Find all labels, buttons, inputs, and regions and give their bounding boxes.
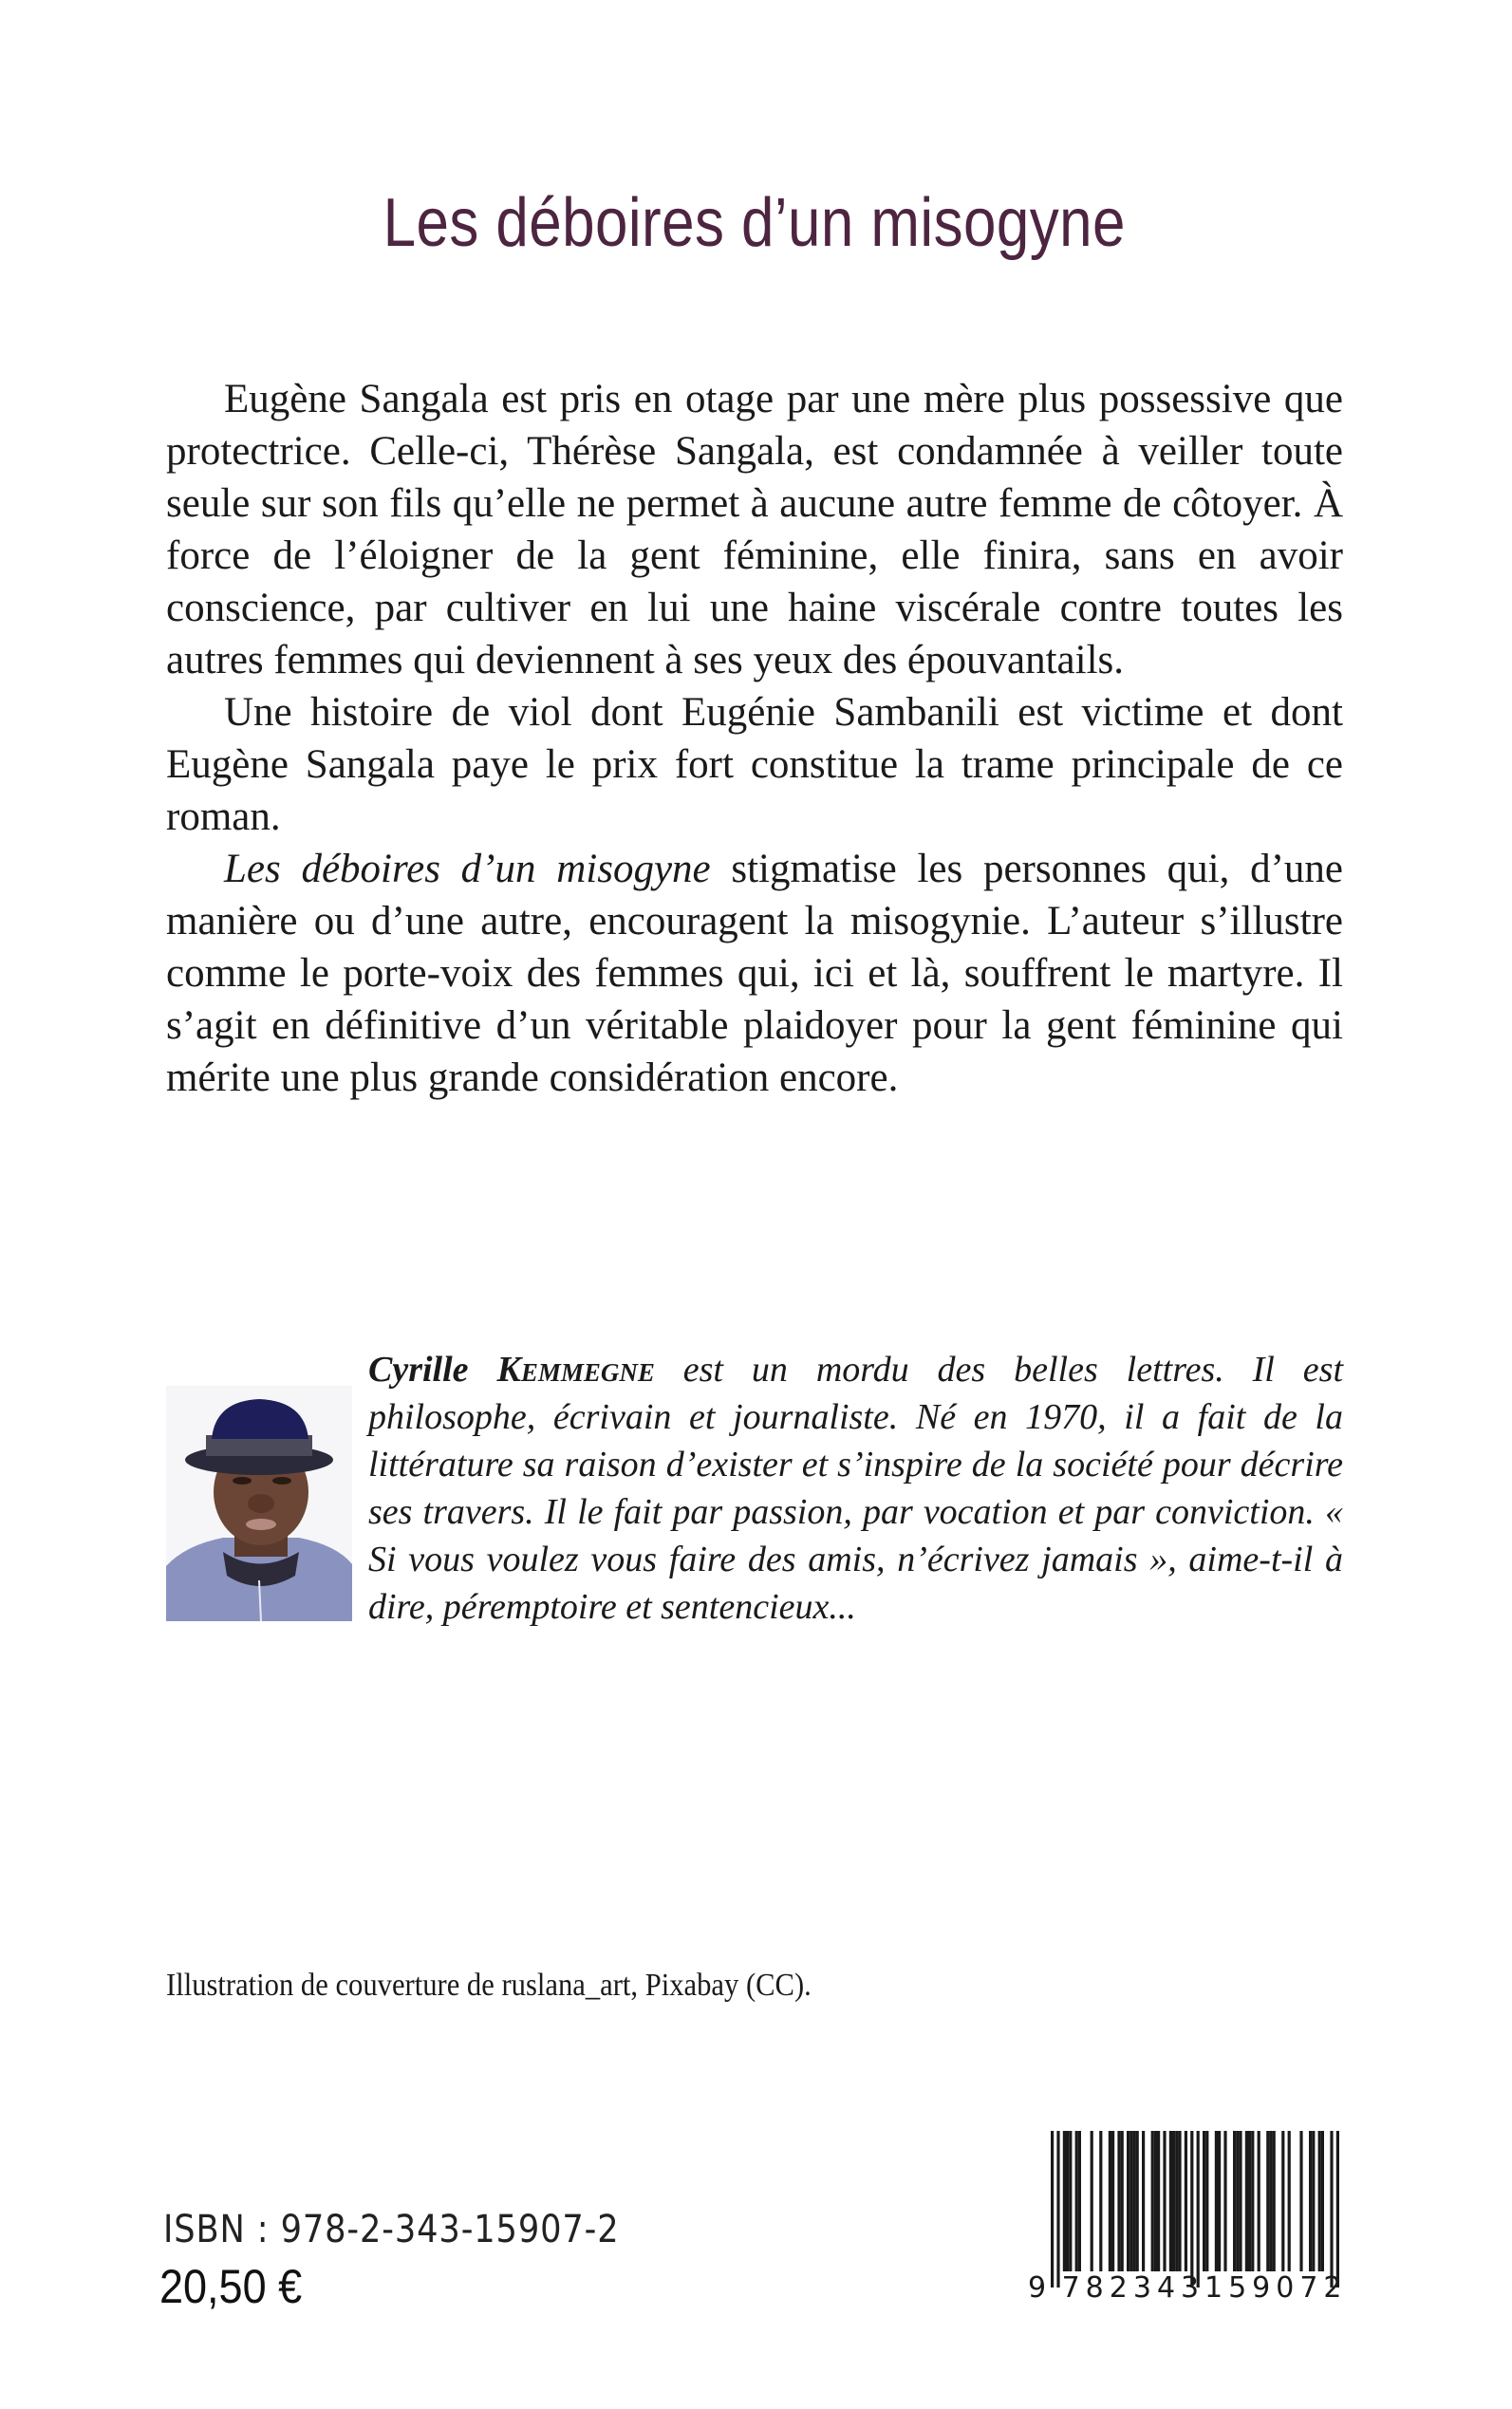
barcode bbox=[1025, 2126, 1353, 2306]
author-section bbox=[166, 1346, 1343, 1631]
illustration-credit: Illustration de couverture de ruslana_art, Pixabay (CC). bbox=[166, 1968, 812, 2003]
author-bio-text: est un mordu des belles lettres. Il est philosophe, écrivain et journaliste. Né en 1970, il a fait de la littérature sa raison d’exister et s’inspire de la société pour décrire ses travers. Il le fait par passion, par vocation et par conviction. « Si vous voulez vous faire des amis, n’écrivez jamais », aime-t-il à dire, péremptoire et sentencieux... bbox=[368, 1350, 1343, 1627]
svg-text:159072: 159072 bbox=[1204, 2271, 1348, 2305]
blurb-title-italic: Les déboires d’un misogyne bbox=[224, 847, 711, 891]
blurb-paragraph-2: Une histoire de viol dont Eugénie Sambanili est victime et dont Eugène Sangala paye le prix fort constitue la trame principale de ce roman. bbox=[166, 690, 1343, 839]
author-first-name: Cyrille bbox=[368, 1350, 469, 1390]
svg-text:9: 9 bbox=[1028, 2271, 1053, 2305]
back-cover-blurb bbox=[166, 373, 1343, 1104]
isbn-text: ISBN : 978-2-343-15907-2 bbox=[163, 2208, 620, 2251]
blurb-paragraph-1: Eugène Sangala est pris en otage par une mère plus possessive que protectrice. Celle-ci, Thérèse Sangala, est condamnée à veiller toute seule sur son fils qu’elle ne permet à aucune autre femme de côtoyer. À force de l’éloigner de la gent féminine, elle finira, sans en avoir conscience, par cultiver en lui une haine viscérale contre toutes les autres femmes qui deviennent à ses yeux des épouvantails. bbox=[166, 377, 1343, 682]
book-title: Les déboires d’un misogyne bbox=[383, 185, 1126, 261]
blurb-paragraph-3 bbox=[166, 843, 1343, 1104]
svg-text:782343: 782343 bbox=[1061, 2271, 1205, 2305]
author-bio bbox=[368, 1346, 1343, 1631]
price-text: 20,50 € bbox=[159, 2260, 303, 2313]
author-portrait-icon bbox=[166, 1386, 352, 1621]
barcode-icon bbox=[1025, 2126, 1353, 2306]
author-last-name: Kemmegne bbox=[496, 1350, 655, 1390]
blurb-paragraph-3-text: stigmatise les personnes qui, d’une manière ou d’une autre, encouragent la misogynie. L’auteur s’illustre comme le porte-voix des femmes qui, ici et là, souffrent le martyre. Il s’agit en définitive d’un véritable plaidoyer pour la gent féminine qui mérite une plus grande considération encore. bbox=[166, 847, 1343, 1100]
